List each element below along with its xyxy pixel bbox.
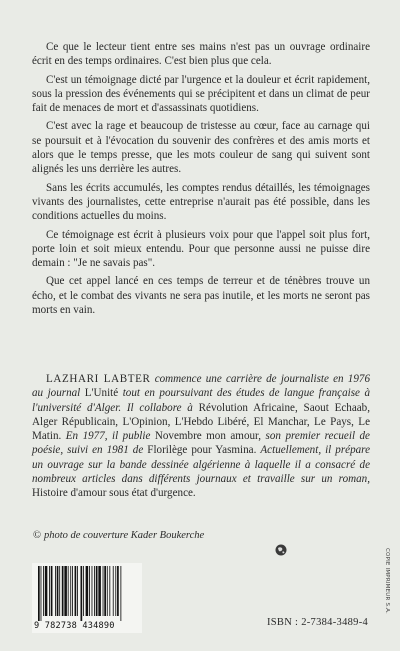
barcode-bar	[120, 566, 121, 621]
bio-book-2: Florilège pour Yasmina.	[147, 444, 257, 457]
blurb-paragraph-1: Ce que le lecteur tient entre ses mains n'est pas un ouvrage ordinaire écrit en des temps ordinaires. C'est bien plus que cela.	[32, 41, 370, 68]
barcode-bar	[104, 566, 106, 616]
barcode-bar	[107, 566, 108, 616]
blurb-text	[32, 40, 370, 321]
barcode-bar	[94, 566, 95, 616]
globe-icon	[275, 543, 287, 555]
barcode-bar	[86, 566, 89, 616]
blurb-paragraph-2: C'est un témoignage dicté par l'urgence et la douleur et écrit rapidement, sous la pression des événements qui se précipitent et dans un climat de peur fait de menaces de mort et d'assassinats quotidiens.	[32, 73, 370, 115]
barcode-bar	[115, 566, 116, 616]
barcode-bar	[51, 566, 53, 616]
barcode-bar	[77, 566, 78, 616]
printer-mark: COPIE IMPRIMEUR S.A.	[384, 548, 390, 614]
blurb-paragraph-6: Que cet appel lancé en ces temps de terreur et de ténèbres trouve un écho, et le combat des vivants ne sera pas inutile, et les morts ne seront pas morts en vain.	[32, 275, 370, 317]
barcode-bar	[38, 566, 40, 621]
barcode-bar	[98, 566, 101, 616]
barcode-bar	[103, 566, 104, 616]
barcode-bar	[113, 566, 114, 616]
barcode-bar	[41, 566, 42, 621]
barcode-bar	[70, 566, 71, 616]
barcode-bar	[68, 566, 69, 616]
bio-text-5: Actuellement, il prépare un ouvrage sur la bande dessinée algérienne à laquelle il a consacré de nombreux articles dans différents journaux et travaille sur un roman,	[32, 444, 370, 486]
barcode-bar	[49, 566, 50, 616]
barcode	[32, 563, 142, 633]
barcode-bar	[81, 566, 83, 621]
author-bio	[32, 372, 370, 501]
barcode-bar	[75, 566, 77, 616]
bio-book-1: Novembre mon amour,	[154, 430, 262, 443]
barcode-bar	[59, 566, 60, 616]
barcode-bar	[117, 566, 119, 616]
barcode-bar	[64, 566, 67, 616]
blurb-paragraph-3: C'est avec la rage et beaucoup de tristesse au cœur, face au carnage qui se poursuit et à l'évocation du souvenir des confrères et des amis morts et alors que le temps presse, que les mots couleur de sang qui suivent sont alignés les uns derrière les autres.	[32, 120, 370, 176]
barcode-bars	[36, 566, 138, 621]
bio-text-4: son premier recueil de poésie, suivi en 1981 de	[32, 430, 370, 457]
blurb-paragraph-5: Ce témoignage est écrit à plusieurs voix pour que l'appel soit plus fort, porte loin et soit mieux entendu. Pour que personne aussi ne puisse dire demain : "Je ne savais pas".	[32, 228, 370, 270]
barcode-bar	[109, 566, 110, 616]
isbn: ISBN : 2-7384-3489-4	[267, 617, 369, 628]
barcode-bar	[45, 566, 48, 616]
bio-text-2: tout en poursuivant des études de langue française à l'université d'Alger. Il collabore à	[32, 387, 370, 414]
bio-text-3: En 1977, il publie	[65, 430, 151, 443]
photo-credit-text: photo de couverture Kader Boukerche	[43, 530, 205, 541]
barcode-bar	[62, 566, 64, 616]
barcode-bar	[43, 566, 44, 616]
barcode-digits: 9 782738 434890	[34, 621, 115, 631]
bio-newspaper: L'Unité	[84, 387, 119, 400]
barcode-bar	[83, 566, 84, 616]
barcode-bar	[55, 566, 56, 616]
bio-newspapers-list: Révolution Africaine, Saout Echaab, Alger Républicain, L'Opinion, L'Hebdo Libéré, El Manchar, Le Pays, Le Matin.	[32, 401, 370, 443]
blurb-paragraph-4: Sans les écrits accumulés, les comptes rendus détaillés, les témoignages vivants des journalistes, cette entreprise n'aurait pas été possible, dans les conditions actuelles du moins.	[32, 181, 370, 223]
copyright-symbol: ©	[33, 530, 41, 541]
author-name: LAZHARI LABTER	[46, 373, 151, 385]
barcode-bar	[96, 566, 98, 616]
photo-credit	[33, 530, 204, 541]
bio-book-3: Histoire d'amour sous état d'urgence.	[32, 487, 196, 500]
barcode-bar	[72, 566, 73, 616]
bio-text-1: commence une carrière de journaliste en 1976 au journal	[32, 373, 370, 400]
barcode-bar	[57, 566, 59, 616]
barcode-bar	[89, 566, 90, 616]
barcode-bar	[92, 566, 93, 616]
